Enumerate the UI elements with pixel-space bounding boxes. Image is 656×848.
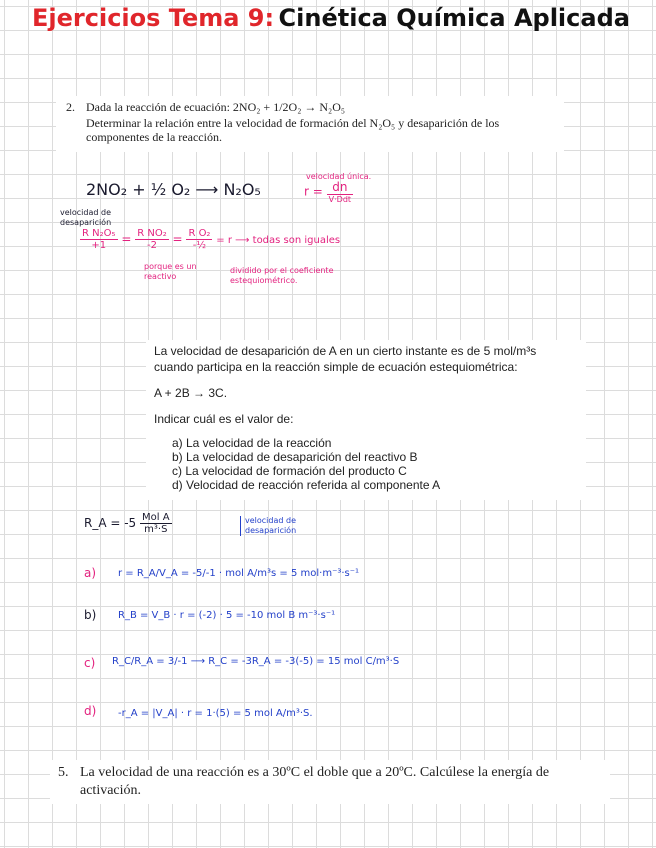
hw-divide-note: dividido por el coeficiente estequiométrico. bbox=[230, 266, 334, 285]
hw-r-def-den: V·Ddt bbox=[328, 195, 352, 204]
problem-a-item-c: c) La velocidad de formación del producto C bbox=[172, 464, 407, 478]
hw-frac-no2 bbox=[135, 228, 169, 251]
problem-2-line-2: Determinar la relación entre la velocidad de formación del N₂O₅ y desaparición de los bbox=[86, 116, 500, 130]
hw-answer-b-label: b) bbox=[84, 608, 97, 622]
hw-r-arrow: = r ⟶ todas son iguales bbox=[216, 235, 341, 246]
hw-eq-sign: = bbox=[121, 232, 132, 246]
hw-frac-n2o5-num: R N₂O₅ bbox=[82, 228, 116, 239]
problem-a-indicate: Indicar cuál es el valor de: bbox=[154, 412, 294, 426]
hw-velocity-label: velocidad de desaparición bbox=[60, 208, 112, 227]
problem-2-line-3: componentes de la reacción. bbox=[86, 130, 222, 144]
hw-answer-b: R_B = V_B · r = (-2) · 5 = -10 mol B m⁻³·s⁻¹ bbox=[118, 610, 336, 621]
problem-2-block bbox=[56, 96, 564, 152]
hw-ra-lhs: R_A = -5 bbox=[84, 516, 137, 530]
problem-a-item-a: a) La velocidad de la reacción bbox=[172, 436, 332, 450]
hw-equation: 2NO₂ + ½ O₂ ⟶ N₂O₅ bbox=[86, 180, 261, 199]
problem-5-line-1: La velocidad de una reacción es a 30ºC el doble que a 20ºC. Calcúlese la energía de bbox=[80, 765, 550, 780]
problem-a-para-1: La velocidad de desaparición de A en un cierto instante es de 5 mol/m³s bbox=[154, 344, 537, 358]
problem-a-block bbox=[146, 340, 586, 500]
hw-answer-a: r = R_A/V_A = -5/-1 · mol A/m³s = 5 mol·m⁻³·s⁻¹ bbox=[118, 568, 360, 579]
problem-a-equation: A + 2B → 3C. bbox=[154, 386, 228, 400]
problem-a-para-2: cuando participa en la reacción simple de ecuación estequiométrica: bbox=[154, 360, 518, 374]
hw-answer-a-label: a) bbox=[84, 566, 97, 580]
hw-answer-c-label: c) bbox=[84, 656, 96, 670]
hw-frac-o2-den: -½ bbox=[192, 240, 207, 251]
hw-answer-d-label: d) bbox=[84, 704, 97, 718]
problem-a-item-b: b) La velocidad de desaparición del reactivo B bbox=[172, 450, 418, 464]
hw-porque-note: porque es un reactivo bbox=[144, 262, 197, 281]
hw-frac-n2o5-den: +1 bbox=[91, 240, 107, 251]
hw-answer-d: -r_A = |V_A| · r = 1·(5) = 5 mol A/m³·S. bbox=[118, 708, 313, 719]
hw-ra-definition bbox=[84, 512, 172, 535]
page-title bbox=[32, 4, 630, 32]
hw-frac-o2 bbox=[186, 228, 212, 251]
hw-answer-c: R_C/R_A = 3/-1 ⟶ R_C = -3R_A = -3(-5) = 15 mol C/m³·S bbox=[112, 656, 400, 667]
hw-r-definition bbox=[304, 180, 353, 204]
problem-5-block bbox=[50, 760, 610, 804]
hw-ra-note: velocidad de desaparición bbox=[240, 516, 307, 536]
problem-5-line-2: activación. bbox=[80, 783, 142, 798]
hw-eq-sign-2: = bbox=[172, 232, 183, 246]
hw-frac-n2o5 bbox=[80, 228, 118, 251]
problem-a-item-d: d) Velocidad de reacción referida al componente A bbox=[172, 478, 441, 492]
title-red-part: Ejercicios Tema 9: bbox=[32, 4, 275, 32]
hw-r-def-lhs: r = bbox=[304, 184, 323, 199]
hw-ra-num: Mol A bbox=[142, 512, 170, 523]
hw-r-def-num: dn bbox=[327, 180, 353, 195]
hw-ra-den: m³·S bbox=[144, 524, 168, 535]
hw-frac-no2-num: R NO₂ bbox=[137, 228, 167, 239]
problem-2-number: 2. bbox=[66, 100, 75, 114]
hw-rate-relation bbox=[80, 228, 340, 251]
hw-ra-fraction bbox=[140, 512, 172, 535]
hw-r-def-fraction bbox=[327, 180, 353, 204]
problem-5-number: 5. bbox=[58, 765, 69, 780]
hw-r-note-text: velocidad única. bbox=[306, 172, 372, 181]
hw-frac-o2-num: R O₂ bbox=[188, 228, 211, 239]
problem-2-line-1: Dada la reacción de ecuación: 2NO₂ + 1/2O₂ → N₂O₅ bbox=[86, 100, 346, 114]
hw-frac-no2-den: -2 bbox=[146, 240, 157, 251]
title-black-part: Cinética Química Aplicada bbox=[278, 4, 630, 32]
